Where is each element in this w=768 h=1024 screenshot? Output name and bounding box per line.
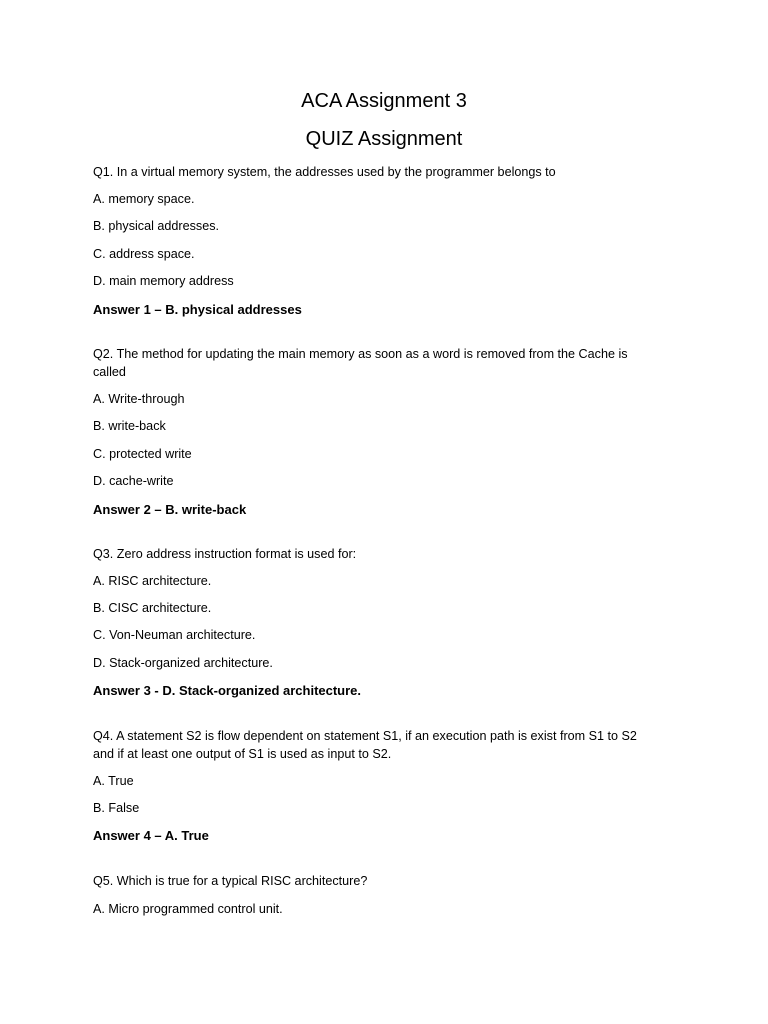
question-2-text-line-2: called [93, 365, 126, 379]
question-4-text-line-1: Q4. A statement S2 is flow dependent on statement S1, if an execution path is exist from S1 to S2 [93, 729, 637, 743]
question-1-option-a: A. memory space. [93, 192, 195, 206]
question-4-option-a: A. True [93, 774, 134, 788]
question-3-option-d: D. Stack-organized architecture. [93, 656, 273, 670]
question-2-text-line-1: Q2. The method for updating the main memory as soon as a word is removed from the Cache is [93, 347, 628, 361]
question-2-option-c: C. protected write [93, 447, 192, 461]
question-3-text: Q3. Zero address instruction format is used for: [93, 547, 357, 561]
question-3-answer: Answer 3 - D. Stack-organized architecture. [93, 683, 362, 698]
question-4-answer: Answer 4 – A. True [93, 828, 209, 843]
question-4-option-b: B. False [93, 801, 140, 815]
question-5-text: Q5. Which is true for a typical RISC architecture? [93, 874, 368, 888]
question-2-answer: Answer 2 – B. write-back [93, 502, 247, 517]
question-1-option-b: B. physical addresses. [93, 219, 219, 233]
question-3-option-a: A. RISC architecture. [93, 574, 212, 588]
question-3-option-b: B. CISC architecture. [93, 601, 212, 615]
question-2-option-d: D. cache-write [93, 474, 174, 488]
document-title: ACA Assignment 3 [301, 90, 467, 112]
question-1-option-d: D. main memory address [93, 274, 234, 288]
question-2-option-a: A. Write-through [93, 392, 185, 406]
document-subtitle: QUIZ Assignment [305, 128, 463, 150]
question-4-text-line-2: and if at least one output of S1 is used as input to S2. [93, 747, 392, 761]
question-5-option-a: A. Micro programmed control unit. [93, 902, 283, 916]
question-3-option-c: C. Von-Neuman architecture. [93, 628, 256, 642]
question-1-option-c: C. address space. [93, 247, 195, 261]
question-1-text: Q1. In a virtual memory system, the addresses used by the programmer belongs to [93, 165, 556, 179]
question-1-answer: Answer 1 – B. physical addresses [93, 302, 302, 317]
question-2-option-b: B. write-back [93, 419, 166, 433]
